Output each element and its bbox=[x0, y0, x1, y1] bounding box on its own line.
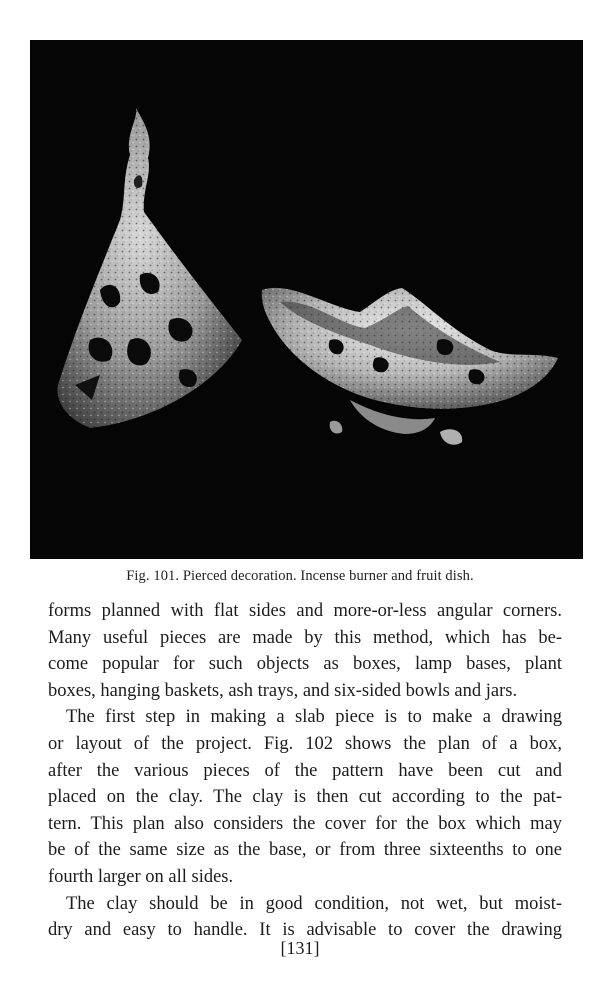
text-line: placed on the clay. The clay is then cut according to the pat- bbox=[48, 787, 562, 808]
text-line: The clay should be in good condition, not wet, but moist- bbox=[66, 893, 562, 914]
text-line: The first step in making a slab piece is to make a drawing bbox=[66, 707, 562, 728]
text-line: come popular for such objects as boxes, lamp bases, plant bbox=[48, 654, 562, 675]
text-line: tern. This plan also considers the cover for the box which may bbox=[48, 813, 562, 834]
text-line: be of the same size as the base, or from three sixteenths to one bbox=[48, 840, 562, 861]
text-line: dry and easy to handle. It is advisable to cover the drawing bbox=[48, 920, 562, 941]
text-line: or layout of the project. Fig. 102 shows the plan of a box, bbox=[48, 733, 562, 754]
text-line: fourth larger on all sides. bbox=[48, 866, 234, 887]
body-text bbox=[48, 598, 562, 944]
text-line: forms planned with flat sides and more-or-less angular corners. bbox=[48, 601, 562, 621]
figure-photo bbox=[30, 40, 583, 559]
fruit-dish bbox=[262, 288, 558, 445]
text-line: Many useful pieces are made by this method, which has be- bbox=[48, 627, 562, 648]
figure-caption: Fig. 101. Pierced decoration. Incense burner and fruit dish. bbox=[126, 568, 474, 584]
text-line: boxes, hanging baskets, ash trays, and six-sided bowls and jars. bbox=[48, 680, 518, 701]
pottery-photo-illustration bbox=[30, 40, 583, 559]
incense-burner bbox=[57, 108, 242, 428]
text-line: after the various pieces of the pattern have been cut and bbox=[48, 760, 562, 781]
page-number: [131] bbox=[280, 938, 320, 958]
